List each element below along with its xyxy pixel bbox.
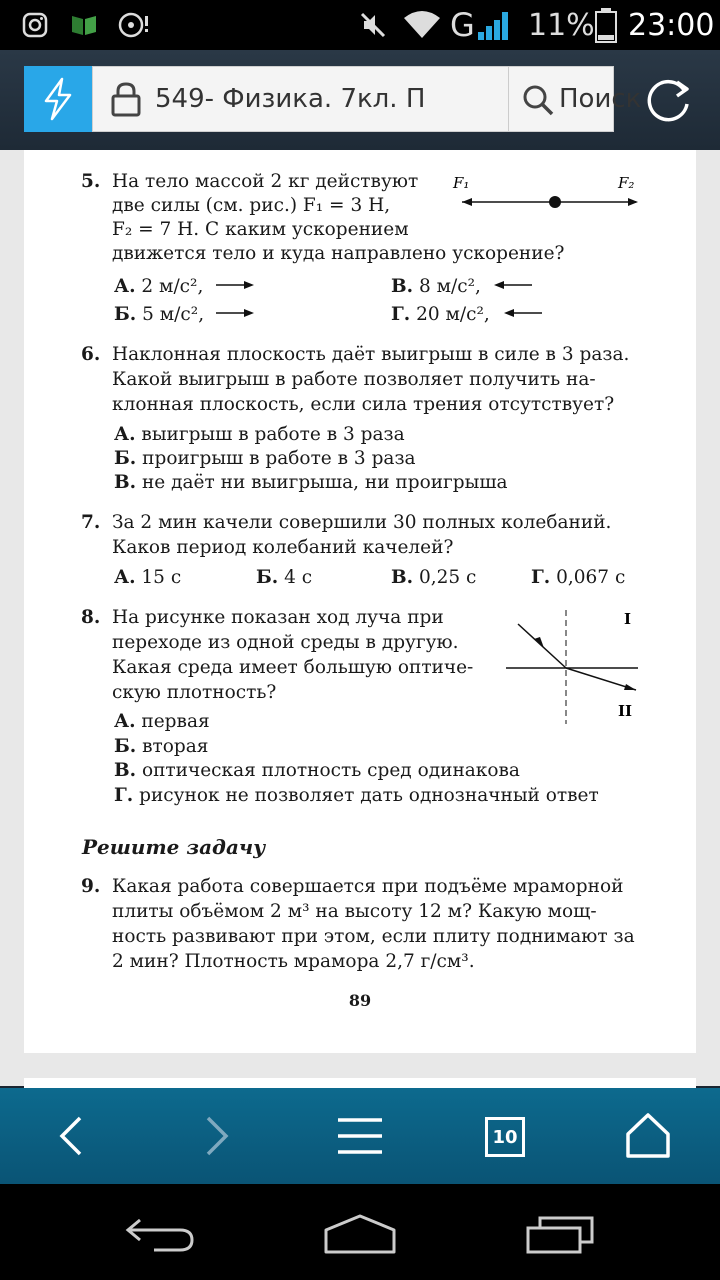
system-home-icon[interactable]	[322, 1212, 398, 1256]
q6-option-b: Б. проигрыш в работе в 3 раза	[114, 448, 416, 469]
question-5-line: F₂ = 7 Н. С каким ускорением	[112, 219, 409, 240]
q8-option-g: Г. рисунок не позволяет дать однозначный ответ	[114, 785, 599, 806]
search-icon[interactable]	[521, 83, 555, 117]
q6-option-a: А. выигрыш в работе в 3 раза	[114, 424, 405, 445]
page-number: 89	[348, 991, 372, 1010]
question-7-number: 7.	[81, 512, 101, 533]
question-9-line: плиты объёмом 2 м³ на высоту 12 м? Какую мощ-	[112, 901, 597, 922]
next-page-edge	[24, 1078, 696, 1088]
question-8-number: 8.	[81, 607, 101, 628]
document-page	[24, 150, 696, 1053]
arrow-left-icon	[492, 279, 532, 291]
home-icon[interactable]	[624, 1112, 672, 1160]
question-5-line: движется тело и куда направлено ускорение?	[112, 243, 565, 264]
page-title[interactable]: 549- Физика. 7кл. П	[155, 84, 426, 114]
menu-icon[interactable]	[336, 1116, 384, 1156]
disc-icon	[118, 0, 150, 50]
instagram-icon	[22, 0, 48, 50]
q7-option-b: Б. 4 с	[256, 567, 313, 588]
status-bar	[0, 0, 720, 50]
refraction-diagram	[504, 606, 644, 726]
battery-icon	[594, 0, 618, 50]
q7-option-a: А. 15 с	[114, 567, 182, 588]
q8-option-b: Б. вторая	[114, 736, 209, 757]
q8-option-v: В. оптическая плотность сред одинакова	[114, 760, 520, 781]
search-button[interactable]: Поиск	[559, 84, 642, 114]
question-8-line: На рисунке показан ход луча при	[112, 607, 444, 628]
browser-nav-bar	[0, 1088, 720, 1184]
q8-option-a: А. первая	[114, 711, 210, 732]
q7-option-g: Г. 0,067 с	[531, 567, 626, 588]
question-9-line: 2 мин? Плотность мрамора 2,7 г/см³.	[112, 951, 475, 972]
clock: 23:00	[628, 7, 715, 43]
q6-option-v: В. не даёт ни выигрыша, ни проигрыша	[114, 472, 508, 493]
q7-option-v: В. 0,25 с	[391, 567, 477, 588]
medium-ii-label: II	[618, 702, 633, 720]
question-7-line: Каков период колебаний качелей?	[112, 537, 454, 558]
tabs-button[interactable]: 10	[485, 1117, 525, 1157]
battery-percent: 11%	[528, 7, 595, 43]
force-f2-label: F₂	[618, 174, 635, 192]
lightning-icon	[40, 77, 76, 121]
section-heading: Решите задачу	[82, 835, 266, 859]
medium-i-label: I	[624, 610, 632, 628]
question-8-line: переходе из одной среды в другую.	[112, 632, 459, 653]
divider	[508, 67, 509, 131]
system-recents-icon[interactable]	[524, 1212, 598, 1256]
book-icon	[70, 0, 98, 50]
arrow-right-icon	[216, 307, 256, 319]
question-8-line: Какая среда имеет большую оптиче-	[112, 657, 474, 678]
arrow-left-icon	[502, 307, 542, 319]
q5-option-b: Б. 5 м/с²,	[114, 304, 205, 325]
mute-icon	[358, 0, 388, 50]
back-icon[interactable]	[50, 1114, 94, 1158]
q5-option-v: В. 8 м/с²,	[391, 276, 481, 297]
arrow-right-icon	[216, 279, 256, 291]
refresh-icon[interactable]	[640, 74, 696, 130]
question-6-number: 6.	[81, 344, 101, 365]
question-6-line: клонная плоскость, если сила трения отсутствует?	[112, 394, 615, 415]
system-nav-bar	[0, 1184, 720, 1280]
system-back-icon[interactable]	[124, 1214, 196, 1254]
wifi-icon	[402, 0, 442, 50]
question-8-line: скую плотность?	[112, 682, 277, 703]
turbo-mode-button[interactable]	[24, 66, 92, 132]
force-f1-label: F₁	[453, 174, 470, 192]
lock-icon	[109, 81, 143, 117]
forward-icon[interactable]	[194, 1114, 238, 1158]
question-9-number: 9.	[81, 876, 101, 897]
question-9-line: ность развивают при этом, если плиту поднимают за	[112, 926, 635, 947]
address-bar[interactable]	[92, 66, 642, 132]
question-7-line: За 2 мин качели совершили 30 полных колебаний.	[112, 512, 612, 533]
q5-option-g: Г. 20 м/с²,	[391, 304, 490, 325]
question-6-line: Наклонная плоскость даёт выигрыш в силе в 3 раза.	[112, 344, 630, 365]
question-9-line: Какая работа совершается при подъёме мраморной	[112, 876, 624, 897]
signal-icon	[476, 0, 514, 50]
force-diagram	[452, 172, 648, 212]
question-5-line: две силы (см. рис.) F₁ = 3 Н,	[112, 195, 391, 216]
question-5-number: 5.	[81, 171, 101, 192]
question-5-line: На тело массой 2 кг действуют	[112, 171, 419, 192]
question-6-line: Какой выигрыш в работе позволяет получить на-	[112, 369, 596, 390]
q5-option-a: А. 2 м/с²,	[114, 276, 204, 297]
network-type: G	[450, 6, 475, 44]
